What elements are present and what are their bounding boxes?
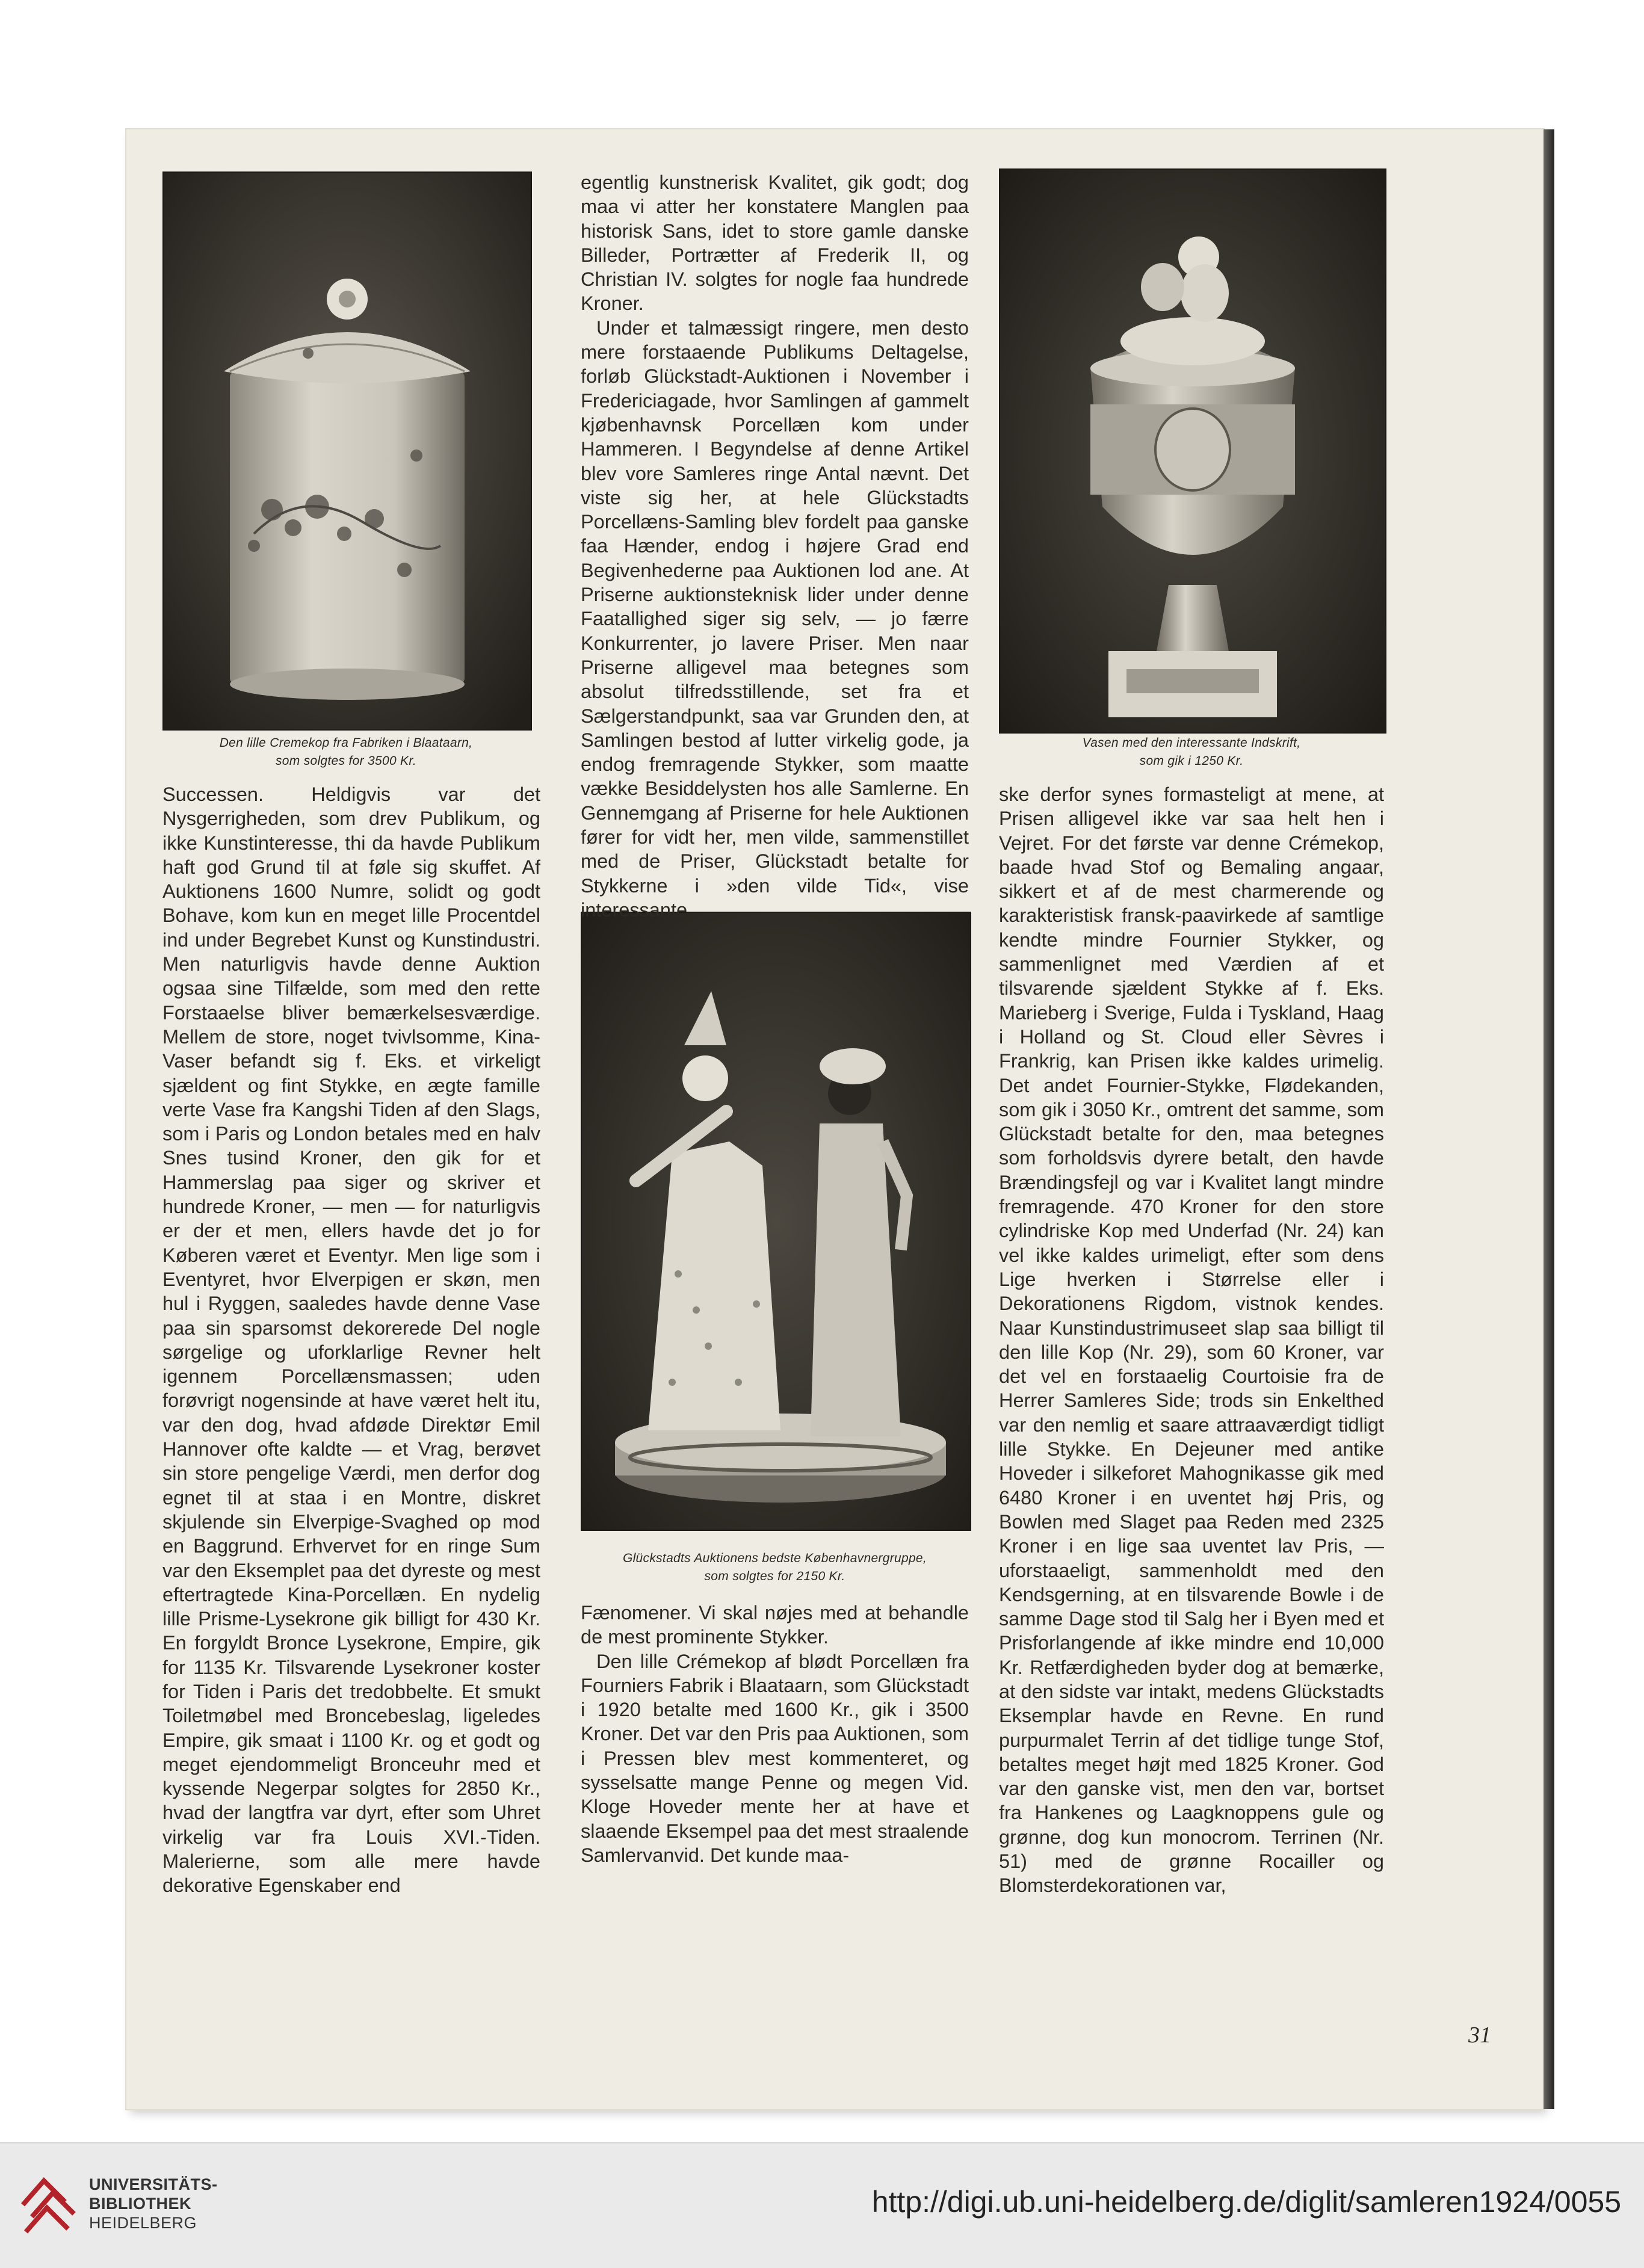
gruppe-illustration xyxy=(582,913,970,1530)
caption-cremekop-line1: Den lille Cremekop fra Fabriken i Blaataarn, xyxy=(219,736,473,750)
library-name-line2: BIBLIOTHEK xyxy=(89,2195,191,2213)
paragraph: Under et talmæssigt ringere, men desto mere forstaaende Publikums Deltagelse, forløb Glückstadt-Auktionen i November i Fredericiagade, hvor Samlingen af gammelt kjøbenhavnsk Porcellæn kom under Hammeren. I Begyndelse af denne Artikel blev vore Samleres ringe Antal nævnt. Det viste sig her, at hele Glückstadts Porcellæns-Samling blev fordelt paa ganske faa Hænder, endog i højere Grad end Begivenhederne paa Auktionen lod ane. At Priserne auktionsteknisk lider under denne Faatallighed siger sig selv, — jo færre Konkurrenter, jo lavere Priser. Men naar Priserne alligevel maa betegnes som absolut tilfredsstillende, set fra et Sælgerstandpunkt, saa var Grunden den, at Samlingen bestod af lutter virkelig gode, ja endog fremragende Stykker, som maatte vække Besiddelysten hos alle Samlerne. En Gennemgang af Priserne for hele Auktionen fører for vidt her, men vilde, sammenstillet med de Priser, Glückstadt betalte for Stykkerne i »den vilde Tid«, vise interessante xyxy=(581,317,969,921)
paragraph: Successen. Heldigvis var det Nysgerrigheden, som drev Publikum, og ikke Kunstinteresse, thi da havde Publikum haft god Grund til at føle sig skuffet. Af Auktionens 1600 Numre, solidt og godt Bohave, kom kun en meget lille Procentdel ind under Begrebet Kunst og Kunstindustri. Men naturligvis havde denne Auktion ogsaa sine Tilfælde, som med den rette Forstaaelse bliver bemærkelsesværdige. Mellem de store, noget tvivlsomme, Kina-Vaser befandt sig f. Eks. et virkeligt sjældent og fint Stykke, en ægte famille verte Vase fra Kangshi Tiden af den Slags, som i Paris og London betales med en halv Snes tusind Kroner, den gik for et Hammerslag paa siger og skriver et hundrede Kroner, — men — for naturligvis er der et men, ellers havde det jo for Køberen været et Eventyr. Men lige som i Eventyret, hvor Elverpigen er skøn, men hul i Ryggen, saaledes havde denne Vase paa sin sparsomst dekorerede Del nogle sørgelige og uforklarlige Revner helt igennem Porcellænsmassen; uden forøvrigt nogensinde at have været helt itu, var den dog, hvad afdøde Direktør Emil Hannover ofte kaldte — et Vrag, berøvet sin store pengelige Værdi, men derfor dog egnet til at staa i en Montre, diskret skjulende sin Elverpige-Svaghed op mod en Baggrund. Erhvervet for en ringe Sum var den Eksemplet paa det dyreste og mest eftertragtede Kina-Porcellæn. En nydelig lille Prisme-Lysekrone gik billigt for 430 Kr. En forgyldt Bronce Lysekrone, Empire, gik for 1135 Kr. Tilsvarende Lysekroner koster for Tiden i Paris det tredobbelte. Et smukt Toiletmøbel med Broncebeslag, ligeledes Empire, gik smaat i 1100 Kr. og et godt og meget ejendommeligt Bronceuhr med et kyssende Negerpar solgtes for 2850 Kr., hvad der langtfra var dyrt, efter som Uhret virkelig var fra Louis XVI.-Tiden. Malerierne, som alle mere havde dekorative Egenskaber end xyxy=(162,783,540,1897)
book-page xyxy=(126,129,1544,2109)
library-name-line1: UNIVERSITÄTS- xyxy=(89,2175,218,2193)
caption-cremekop xyxy=(162,734,530,770)
text-column-middle-bottom xyxy=(581,1601,969,2001)
caption-vase xyxy=(999,734,1384,770)
photo-gruppe xyxy=(581,912,971,1531)
vase-illustration xyxy=(1000,170,1385,732)
paragraph: ske derfor synes formasteligt at mene, at Prisen alligevel ikke var saa helt hen i Vejret. For det første var denne Crémekop, baade hvad Stof og Bemaling angaar, sikkert et af de mest charmerende og karakteristisk fransk-paavirkede af samtlige kendte mindre Fournier Stykker, og sammenlignet med Værdien af et tilsvarende sjældent Stykke af f. Eks. Marieberg i Sverige, Fulda i Tyskland, Haag i Holland og St. Cloud eller Sèvres i Frankrig, kan Prisen ikke kaldes urimelig. Det andet Fournier-Stykke, Flødekanden, som gik i 3050 Kr., omtrent det samme, som Glückstadt betalte for den, maa betegnes som forholdsvis dyrere betalt, den havde Brændingsfejl og var i Kvalitet langt mindre fremragende. 470 Kroner for den store cylindriske Kop med Underfad (Nr. 24) kan vel ikke kaldes urimeligt, efter som dens Lige hverken i Størrelse eller i Dekorationens Rigdom, vistnok kendes. Naar Kunstindustrimuseet slap saa billigt til den lille Kop (Nr. 29), som 60 Kroner, var det vel en forstaaelig Courtoisie fra de Herrer Samleres Side; trods sin Enkelthed var den nemlig et saare attraaværdigt tidligt lille Stykke. En Dejeuner med antike Hoveder i silkeforet Mahognikasse gik med 6480 Kroner i en uventet høj Pris, og Bowlen med Slaget paa Reden med 2325 Kroner i en lige saa uventet lav Pris, — uforstaaeligt, sammenholdt med den Kendsgerning, at en tilsvarende Bowle i de samme Dage stod til Salg her i Byen med et Prisforlangende af ikke mindre end 10,000 Kr. Retfærdigheden byder dog at bemærke, at den sidste var intakt, medens Glückstadts Eksemplar havde en Revne. En rund purpurmalet Terrin af det tidlige tunge Stof, betaltes meget højt med 1825 Kroner. God var den ganske vist, men den var, bortset fra Hankenes og Laagknoppens gule og grønne, dog kun monocrom. Terrinen (Nr. 51) med de grønne Rocailler og Blomsterdekorationen var, xyxy=(999,783,1384,1897)
caption-vase-line2: som gik i 1250 Kr. xyxy=(1139,754,1244,768)
text-column-right xyxy=(999,782,1384,2001)
page-number: 31 xyxy=(1468,2022,1491,2048)
caption-gruppe-line2: som solgtes for 2150 Kr. xyxy=(704,1569,845,1583)
library-name xyxy=(89,2175,218,2232)
caption-gruppe-line1: Glückstadts Auktionens bedste Københavnergruppe, xyxy=(622,1551,927,1565)
university-library-logo-icon xyxy=(17,2169,83,2244)
photo-vase xyxy=(999,168,1386,734)
caption-cremekop-line2: som solgtes for 3500 Kr. xyxy=(275,754,417,768)
viewer-footer xyxy=(0,2142,1644,2268)
paragraph: Fænomener. Vi skal nøjes med at behandle de mest prominente Stykker. xyxy=(581,1602,969,1648)
text-column-middle-top xyxy=(581,170,969,921)
text-column-left xyxy=(162,782,540,2001)
library-name-line3: HEIDELBERG xyxy=(89,2214,197,2232)
caption-vase-line1: Vasen med den interessante Indskrift, xyxy=(1082,736,1301,750)
page-edge-shadow xyxy=(1544,129,1554,2109)
cremekop-illustration xyxy=(164,173,531,729)
paragraph: Den lille Crémekop af blødt Porcellæn fra Fourniers Fabrik i Blaataarn, som Glückstadt i 1920 betalte med 1600 Kr., gik i 3500 Kroner. Det var den Pris paa Auktionen, som i Pressen blev mest kommenteret, og sysselsatte mange Penne og megen Vid. Kloge Hoveder mente her at have et slaaende Eksempel paa det mest straalende Samlervanvid. Det kunde maa- xyxy=(581,1650,969,1866)
paragraph: egentlig kunstnerisk Kvalitet, gik godt; dog maa vi atter her konstatere Manglen paa historisk Sans, idet to store gamle danske Billeder, Portrætter af Frederik II, og Christian IV. solgtes for nogle faa hundrede Kroner. xyxy=(581,171,969,315)
photo-cremekop xyxy=(162,171,532,731)
permalink-url[interactable]: http://digi.ub.uni-heidelberg.de/diglit/samleren1924/0055 xyxy=(871,2185,1621,2219)
caption-gruppe xyxy=(581,1550,969,1586)
